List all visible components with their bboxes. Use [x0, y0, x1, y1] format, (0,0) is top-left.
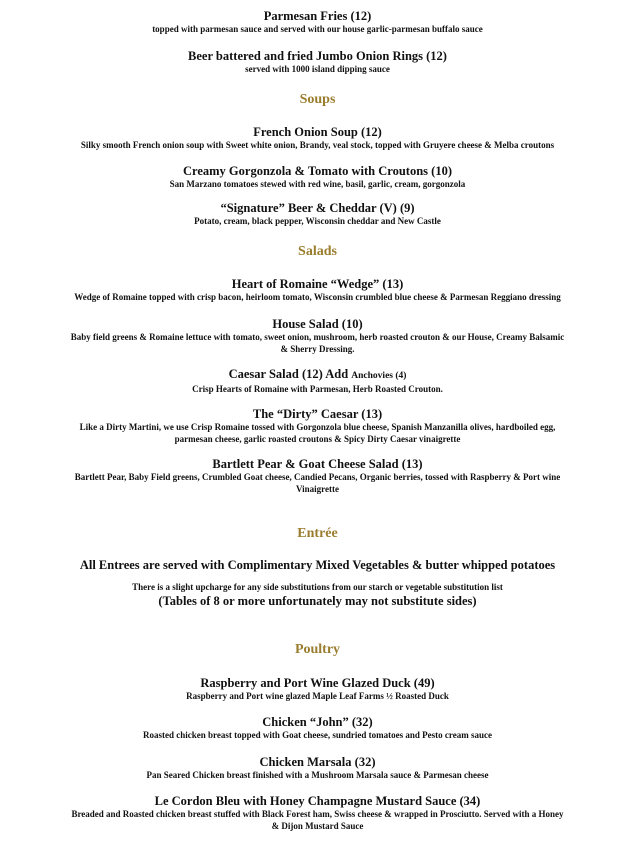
item-description-continued: Vinaigrette	[296, 483, 339, 494]
menu-item	[20, 755, 615, 782]
item-description: Pan Seared Chicken breast finished with a Mushroom Marsala sauce & Parmesan cheese	[146, 770, 489, 780]
item-description: Like a Dirty Martini, we use Crisp Romaine tossed with Gorgonzola blue cheese, Spanish Manzanilla olives, hardboiled egg,	[79, 422, 556, 432]
item-title: Beer battered and fried Jumbo Onion Rings (12)	[188, 49, 447, 63]
menu-item	[20, 201, 615, 228]
substitution-note: There is a slight upcharge for any side substitutions from our starch or vegetable substitution list	[132, 582, 503, 592]
item-description: Roasted chicken breast topped with Goat cheese, sundried tomatoes and Pesto cream sauce	[143, 730, 492, 740]
tables-note: (Tables of 8 or more unfortunately may not substitute sides)	[158, 594, 477, 608]
item-title: Chicken Marsala (32)	[259, 755, 376, 769]
item-title	[20, 367, 615, 384]
menu-item	[20, 164, 615, 191]
item-description: Breaded and Roasted chicken breast stuffed with Black Forest ham, Swiss cheese & wrapped in Prosciutto. Served with a Honey	[71, 809, 564, 819]
menu-item	[20, 317, 615, 355]
menu-item	[20, 715, 615, 742]
menu-item	[20, 125, 615, 152]
item-title: Creamy Gorgonzola & Tomato with Croutons (10)	[183, 164, 452, 178]
item-description-continued: parmesan cheese, garlic roasted croutons & Spicy Dirty Caesar vinaigrette	[174, 433, 461, 444]
item-description: Crisp Hearts of Romaine with Parmesan, Herb Roasted Crouton.	[192, 384, 443, 394]
item-description: San Marzano tomatoes stewed with red wine, basil, garlic, cream, gorgonzola	[169, 179, 466, 189]
item-description: Potato, cream, black pepper, Wisconsin cheddar and New Castle	[194, 216, 441, 226]
item-title-text: Caesar Salad (12) Add	[228, 367, 352, 381]
menu-item	[20, 9, 615, 36]
item-title: Bartlett Pear & Goat Cheese Salad (13)	[212, 457, 423, 471]
item-description-continued: & Sherry Dressing.	[280, 343, 355, 354]
menu-item	[20, 277, 615, 304]
menu-item	[20, 794, 615, 832]
item-title: Parmesan Fries (12)	[263, 9, 372, 23]
item-description: Silky smooth French onion soup with Sweet white onion, Brandy, veal stock, topped with Gruyere cheese & Melba croutons	[80, 140, 555, 150]
item-description: served with 1000 island dipping sauce	[245, 64, 390, 74]
menu-item	[20, 407, 615, 445]
item-title: Heart of Romaine “Wedge” (13)	[231, 277, 404, 291]
item-description: topped with parmesan sauce and served with our house garlic-parmesan buffalo sauce	[152, 24, 483, 34]
section-heading-poultry: Poultry	[294, 642, 341, 657]
item-description: Baby field greens & Romaine lettuce with tomato, sweet onion, mushroom, herb roasted crouton & our House, Creamy Balsamic	[70, 332, 565, 342]
item-description: Wedge of Romaine topped with crisp bacon, heirloom tomato, Wisconsin crumbled blue cheese & Parmesan Reggiano dressing	[74, 292, 561, 302]
item-title: Le Cordon Bleu with Honey Champagne Mustard Sauce (34)	[154, 794, 481, 808]
item-title-addon: Anchovies (4)	[351, 371, 407, 381]
item-title: Chicken “John” (32)	[262, 715, 373, 729]
item-description: Raspberry and Port wine glazed Maple Leaf Farms ½ Roasted Duck	[186, 691, 449, 701]
item-description: Bartlett Pear, Baby Field greens, Crumbled Goat cheese, Candied Pecans, Organic berries, tossed with Raspberry & Port wine	[74, 472, 561, 482]
menu-item	[20, 367, 615, 396]
item-title: “Signature” Beer & Cheddar (V) (9)	[220, 201, 415, 215]
menu-item	[20, 49, 615, 76]
section-heading-soups: Soups	[299, 92, 336, 107]
item-title: French Onion Soup (12)	[253, 125, 382, 139]
item-title: Raspberry and Port Wine Glazed Duck (49)	[200, 676, 435, 690]
menu-item	[20, 676, 615, 703]
item-title: The “Dirty” Caesar (13)	[252, 407, 383, 421]
menu-item	[20, 457, 615, 495]
item-title: House Salad (10)	[272, 317, 363, 331]
entree-note: All Entrees are served with Complimentary Mixed Vegetables & butter whipped potatoes	[79, 558, 556, 572]
section-heading-entree: Entrée	[297, 526, 338, 541]
item-description-continued: & Dijon Mustard Sauce	[271, 820, 364, 831]
section-heading-salads: Salads	[298, 244, 337, 259]
